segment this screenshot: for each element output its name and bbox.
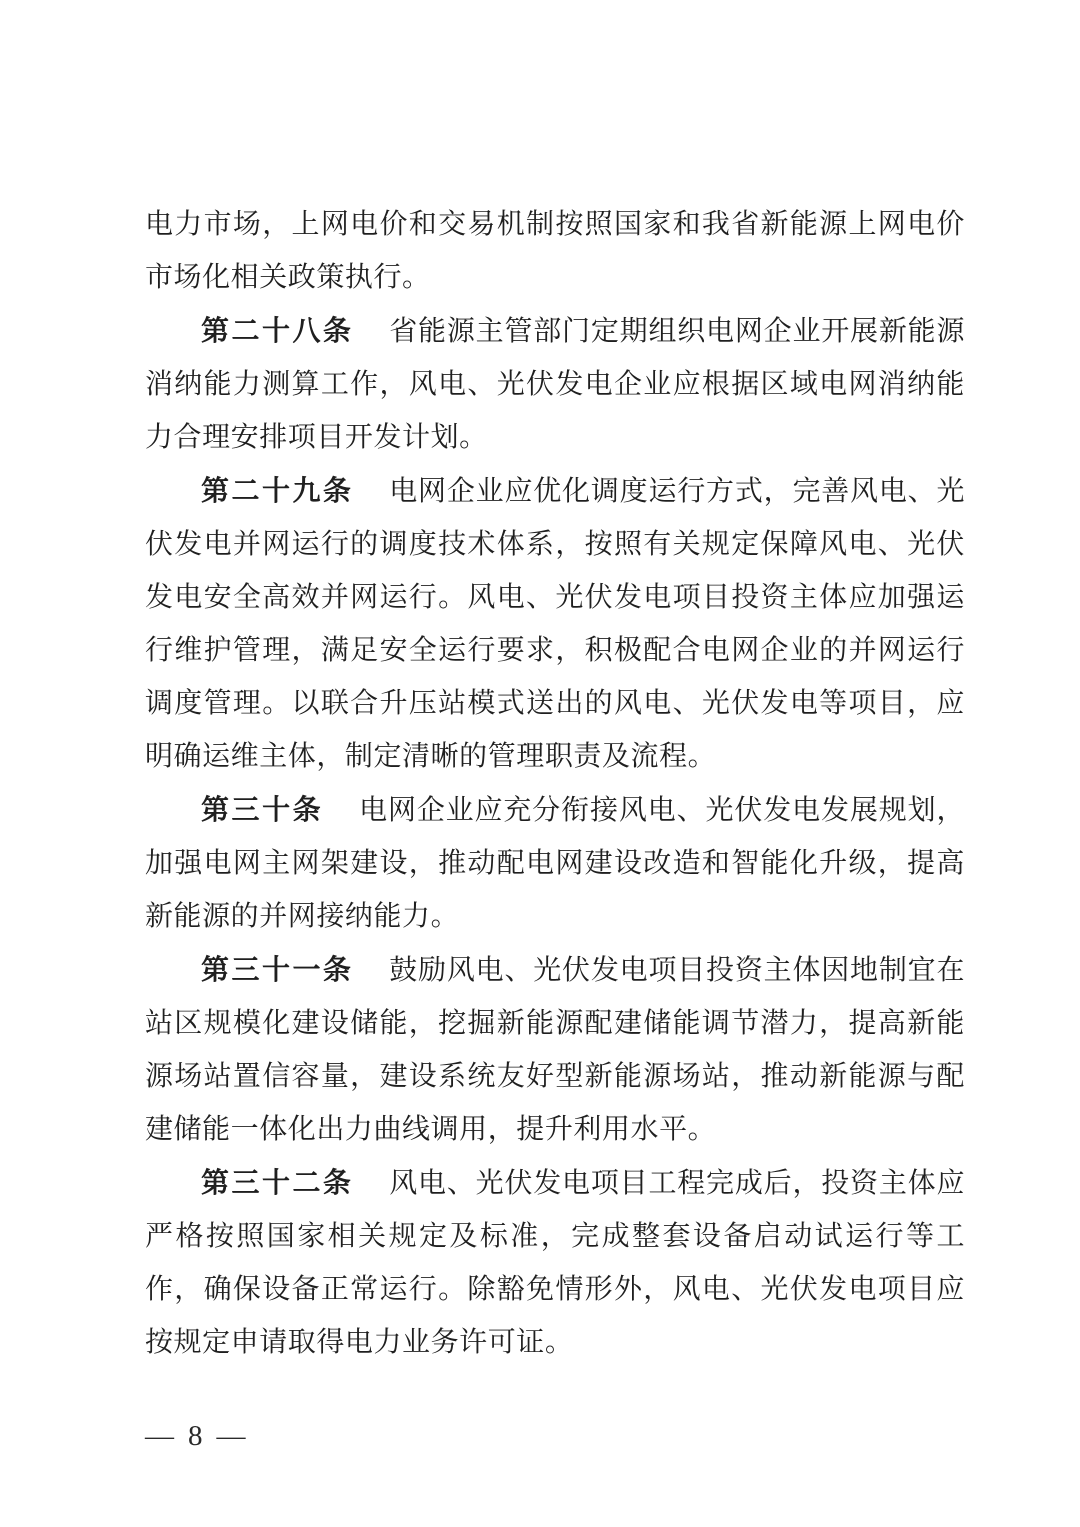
paragraph-text: 风电、光伏发电项目工程完成后，投资主体应严格按照国家相关规定及标准，完成整套设备启动试运行等工作，确保设备正常运行。除豁免情形外，风电、光伏发电项目应按规定申请取得电力业务许可证。 [145,1168,966,1358]
paragraph-text: 电网企业应充分衔接风电、光伏发电发展规划，加强电网主网架建设，推动配电网建设改造和智能化升级，提高新能源的并网接纳能力。 [145,795,966,932]
article-number: 第三十一条 [201,954,354,985]
document-paragraph [145,464,965,783]
paragraph-text: 电网企业应优化调度运行方式，完善风电、光伏发电并网运行的调度技术体系，按照有关规定保障风电、光伏发电安全高效并网运行。风电、光伏发电项目投资主体应加强运行维护管理，满足安全运行要求，积极配合电网企业的并网运行调度管理。以联合升压站模式送出的风电、光伏发电等项目，应明确运维主体，制定清晰的管理职责及流程。 [145,476,966,772]
footer-left-dash: — [145,1420,174,1452]
article-number: 第二十八条 [201,315,354,346]
text-block [145,198,965,1369]
document-paragraph [145,304,965,464]
article-number: 第二十九条 [201,475,354,506]
document-paragraph [145,1156,965,1369]
page-footer [145,1414,246,1458]
paragraph-text: 电力市场，上网电价和交易机制按照国家和我省新能源上网电价市场化相关政策执行。 [145,209,965,293]
document-paragraph [145,943,965,1156]
paragraph-text: 省能源主管部门定期组织电网企业开展新能源消纳能力测算工作，风电、光伏发电企业应根据区域电网消纳能力合理安排项目开发计划。 [145,316,966,453]
document-paragraph [145,783,965,943]
article-number: 第三十条 [201,794,324,825]
document-paragraph [145,198,965,304]
paragraph-text: 鼓励风电、光伏发电项目投资主体因地制宜在站区规模化建设储能，挖掘新能源配建储能调节潜力，提高新能源场站置信容量，建设系统友好型新能源场站，推动新能源与配建储能一体化出力曲线调用，提升利用水平。 [145,955,966,1145]
footer-right-dash: — [216,1420,246,1452]
page-number: 8 [188,1420,203,1452]
article-number: 第三十二条 [201,1167,354,1198]
